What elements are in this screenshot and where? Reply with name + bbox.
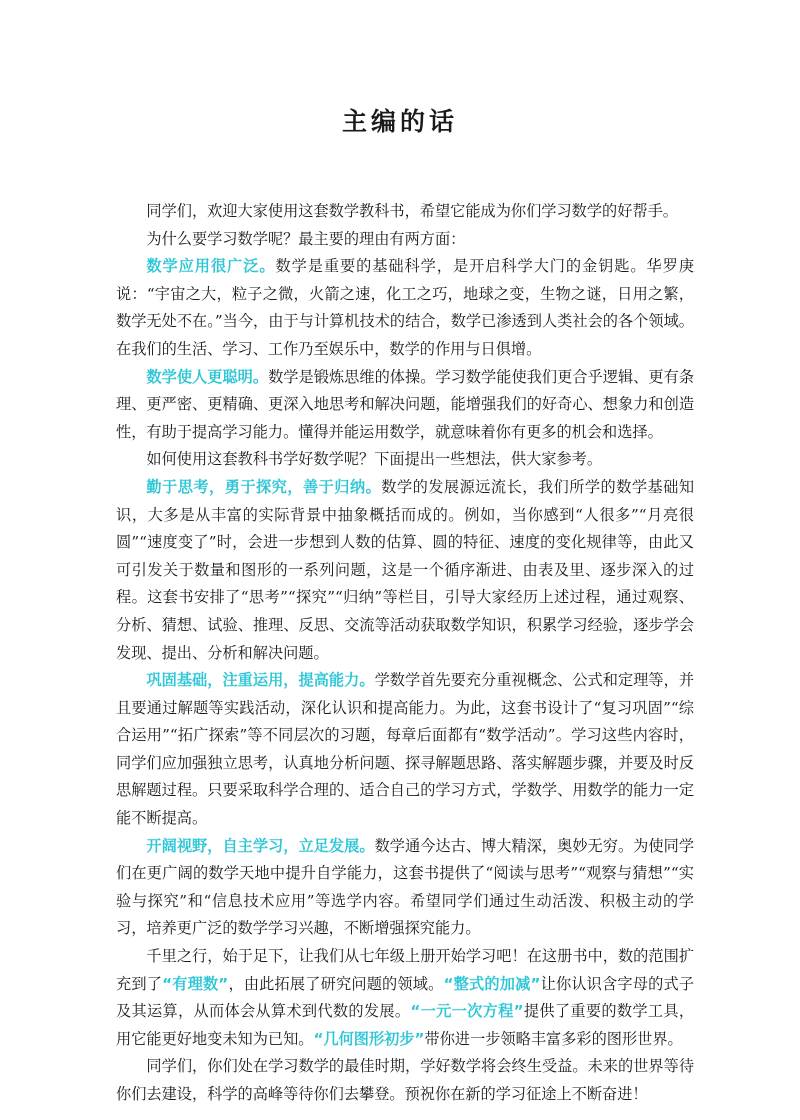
section-heading: 开阔视野，自主学习，立足发展。 (146, 836, 375, 855)
paragraph-why-learn (116, 226, 694, 254)
paragraph-text: ，由此拓展了研究问题的领域。 (228, 974, 444, 993)
paragraph-text: 同学们，你们处在学习数学的最佳时期，学好数学将会终生受益。未来的世界等待你们去建设，科学的高峰等待你们去攀登。预祝你在新的学习征途上不断奋进！ (116, 1057, 694, 1103)
paragraph-math-application (116, 253, 694, 363)
paragraph-chapters-overview (116, 943, 694, 1053)
paragraph-consolidate (116, 667, 694, 833)
paragraph-broaden (116, 833, 694, 943)
chapter-title-polynomial-addition: “整式的加减” (443, 974, 541, 993)
paragraph-text: 同学们，欢迎大家使用这套数学教科书，希望它能成为你们学习数学的好帮手。 (146, 202, 678, 220)
paragraph-how-to-use (116, 446, 694, 474)
paragraph-welcome (116, 198, 694, 226)
paragraph-text: 数学的发展源远流长，我们所学的数学基础知识，大多是从丰富的实际背景中抽象概括而成的。例如，当你感到“人很多”“月亮很圆”“速度变了”时，会进一步想到人数的估算、圆的特征、速度的变化规律等，由此又可引发关于数量和图形的一系列问题，这是一个循序渐进、由表及里、逐步深入的过程。这套书安排了“思考”“探究”“归纳”等栏目，引导大家经历上述过程，通过观察、分析、猜想、试验、推理、反思、交流等活动获取数学知识，积累学习经验，逐步学会发现、提出、分析和解决问题。 (116, 477, 695, 662)
paragraph-text: 带你进一步领略丰富多彩的图形世界。 (424, 1029, 683, 1048)
paragraph-think-explore (116, 474, 694, 667)
paragraph-closing (116, 1053, 694, 1108)
section-heading: 巩固基础，注重运用，提高能力。 (146, 671, 375, 690)
paragraph-text: 提供了重要的数学工具，用它能更好地变未知为已知。 (116, 1002, 695, 1048)
paragraph-text: 数学是锻炼思维的体操。学习数学能使我们更合乎逻辑、更有条理、更严密、更精确、更深入地思考和解决问题，能增强我们的好奇心、想象力和创造性，有助于提高学习能力。懂得并能运用数学，就意味着你有更多的机会和选择。 (116, 367, 695, 441)
paragraph-text: 为什么要学习数学呢？最主要的理由有两方面： (146, 229, 466, 248)
paragraph-math-smarter (116, 364, 694, 447)
page-title: 主编的话 (341, 107, 458, 136)
chapter-title-rational-numbers: “有理数” (162, 974, 229, 993)
paragraph-text: 如何使用这套教科书学好数学呢？下面提出一些想法，供大家参考。 (146, 450, 603, 469)
section-heading: 勤于思考，勇于探究，善于归纳。 (146, 477, 382, 496)
section-heading: 数学应用很广泛。 (146, 257, 276, 276)
paragraph-text: 让你认识含字母的式子及其运算，从而体会从算术到代数的发展。 (116, 974, 695, 1021)
preface-body (116, 198, 694, 1109)
section-heading: 数学使人更聪明。 (146, 367, 269, 386)
paragraph-text: 数学通今达古、博大精深，奥妙无穷。为使同学们在更广阔的数学天地中提升自学能力，这套书提供了“阅读与思考”“观察与猜想”“实验与探究”和“信息技术应用”等选学内容。希望同学们通过生动活泼、积极主动的学习，培养更广泛的数学学习兴趣，不断增强探究能力。 (116, 836, 695, 938)
chapter-title-linear-equation: “一元一次方程” (410, 1002, 524, 1021)
chapter-title-geometry-basics: “几何图形初步” (313, 1029, 425, 1048)
paragraph-text: 数学是重要的基础科学，是开启科学大门的金钥匙。华罗庚说：“宇宙之大，粒子之微，火箭之速，化工之巧，地球之变，生物之谜，日用之繁，数学无处不在。”当今，由于与计算机技术的结合，数学已渗透到人类社会的各个领域。在我们的生活、学习、工作乃至娱乐中，数学的作用与日俱增。 (116, 257, 695, 358)
paragraph-text: 千里之行，始于足下，让我们从七年级上册开始学习吧！在这册书中，数的范围扩充到了 (116, 947, 694, 993)
paragraph-text: 学数学首先要充分重视概念、公式和定理等，并且要通过解题等实践活动，深化认识和提高能力。为此，这套书设计了“复习巩固”“综合运用”“拓广探索”等不同层次的习题，每章后面都有“数学活动”。学习这些内容时，同学们应加强独立思考，认真地分析问题、探寻解题思路、落实解题步骤，并要及时反思解题过程。只要采取科学合理的、适合自己的学习方式，学数学、用数学的能力一定能不断提高。 (116, 671, 695, 828)
